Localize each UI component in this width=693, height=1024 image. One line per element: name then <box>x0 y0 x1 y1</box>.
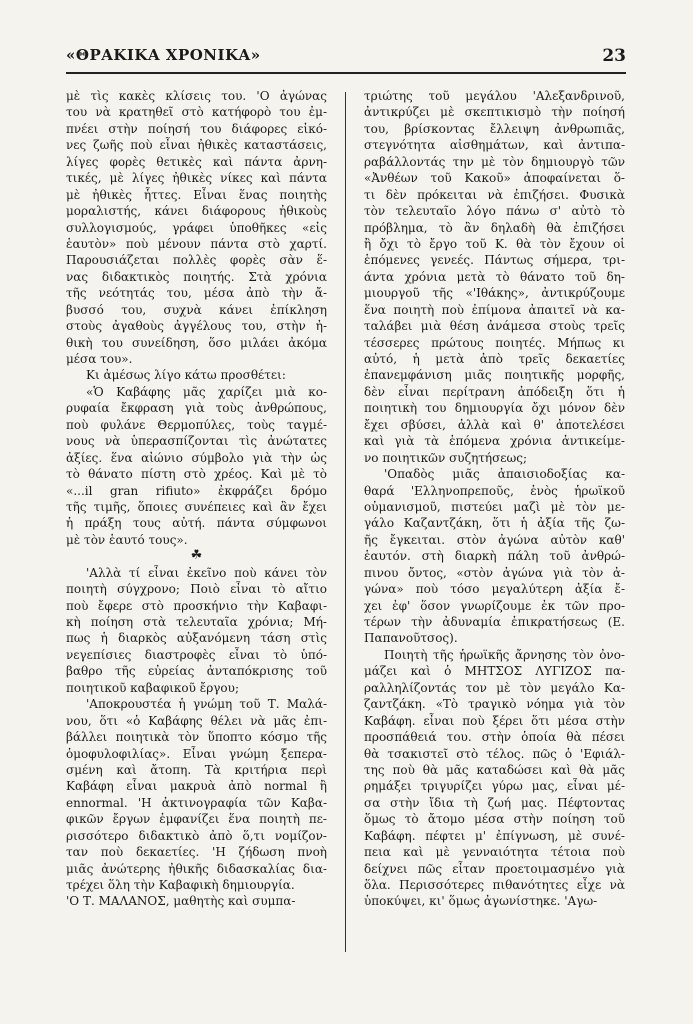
text-line: γάλο Καζαντζάκη, ὅτι ἡ ἀξία τῆς ζω- <box>364 516 625 531</box>
text-line: τριώτης τοῦ μεγάλου 'Αλεξανδρινοῦ, <box>364 89 625 103</box>
text-line: ἢ ὄχι τὸ ἔργο τοῦ Κ. θὰ τὸν ἔχουν οἱ <box>364 236 625 251</box>
text-line: Παπανοῦτσος). <box>364 631 458 646</box>
text-line: τέσσερες πρώτους ποιητές. Μήπως κι <box>364 335 625 350</box>
text-line: ρημάξει τριγυρίζει γύρω μας, εἶναι μέ- <box>364 779 625 794</box>
text-line: νους νὰ ὑπερασπίζονται τὶς ἀνώτατες <box>66 434 327 449</box>
text-line: μάζει καὶ ὁ ΜΗΤΣΟΣ ΛΥΓΙΖΟΣ πα- <box>364 664 625 679</box>
text-line: ποιητικοῦ καβαφικοῦ ἔργου; <box>66 680 239 695</box>
text-line: δείχνει πῶς εἶταν προετοιμασμένο γιὰ <box>364 861 625 876</box>
text-line: ραλληλίζοντάς τον μὲ τὸν μεγάλο Κα- <box>364 680 625 695</box>
right-text-column <box>364 88 625 910</box>
text-line: ταλάβει μιὰ θέση ἀνάμεσα στοὺς τρεῖς <box>364 319 625 334</box>
text-line: θὰ τσακιστεῖ στὸ τέλος. πῶς ὁ 'Εφιάλ- <box>364 746 625 761</box>
text-line: ὅλα. Περισσότερες πιθανότητες εἶχε νὰ <box>364 878 625 892</box>
text-line: μέσα του». <box>66 352 133 366</box>
text-line: ἡ πράξη τους αὐτή. πάντα σύμφωνοι <box>66 516 327 531</box>
text-line: συλλογισμούς, γράφει ὑποθῆκες «εἰς <box>66 220 327 235</box>
text-line: τῆς νεότητάς του, μέσα ἀπὸ τὴν ἄ- <box>66 286 327 301</box>
text-line: ῆς ἔγκειται. στὸν ἀγώνα αὐτὸν καθ' <box>364 532 625 547</box>
text-line: ὑποκύψει, κι' ὅμως ἀγωνίστηκε. 'Αγω- <box>364 894 598 909</box>
text-line: Καβάφη εἶναι μακρυὰ ἀπὸ normal ἢ <box>66 779 327 794</box>
journal-title: «ΘΡΑΚΙΚΑ ΧΡΟΝΙΚΑ» <box>66 46 261 64</box>
text-line: στοὺς ἀγαθοὺς ἀγγέλους του, στὴν ἠ- <box>66 319 327 334</box>
text-line: Ποιητὴ τῆς ἡρωϊκῆς ἄρνησης τὸν ὀνο- <box>384 647 625 662</box>
running-header <box>66 46 626 72</box>
text-line: βαθρο τῆς εὐρείας ἀνταπόκρισης τοῦ <box>66 664 327 679</box>
text-line: Κι ἀμέσως λίγο κάτω προσθέτει: <box>86 368 286 383</box>
text-line: ἕνα ποιητὴ ποὺ ἐπίμονα ἀπαιτεῖ νὰ κα- <box>364 302 625 317</box>
text-line: νεγεπίσιες διαστροφὲς εἶναι τὸ ὑπό- <box>66 647 327 662</box>
text-line: τὸν τελευταῖο λόγο πάνω σ' αὐτὸ τὸ <box>364 204 625 219</box>
text-line: ταν ποὺ δεκαετίες. 'Η ζήδωση πνοὴ <box>66 845 327 860</box>
text-line: ἑπόμενες γενεές. Πάντως σήμερα, τρι- <box>364 253 625 268</box>
text-line: μοραλιστής, κάνει διάφορους ἠθικοὺς <box>66 204 327 219</box>
text-line: σμένη καὶ ἄτοπη. Τὰ κριτήρια περὶ <box>66 762 327 777</box>
text-line: αὐτό, ἡ μετὰ ἀπὸ τρεῖς δεκαετίες <box>364 352 625 366</box>
text-line: 'Αποκρουστέα ἡ γνώμη τοῦ Τ. Μαλά- <box>86 697 327 712</box>
text-line: ποιητὴ σύγχρονο; Ποιὸ εἶναι τὸ αἴτιο <box>66 582 327 597</box>
text-line: τικές, μὲ λίγες ἠθικὲς νίκες καὶ πάντα <box>66 171 327 186</box>
text-line: ἑαυτόν. στὴ διαρκὴ πάλη τοῦ ἀνθρώ- <box>364 549 625 564</box>
text-line: χει ἐφ' ὅσον γνωρίζουμε ἐκ τῶν προ- <box>364 598 625 613</box>
text-line: γώνα» ποὺ τόσο μεγαλύτερη ἀξία ἔ- <box>364 582 625 597</box>
text-line: Καβάφη. πέφτει μ' ἐπίγνωση, μὲ συνέ- <box>364 828 625 843</box>
text-line: «Ἀνθέων τοῦ Κακοῦ» ἀποφαίνεται ὅ- <box>364 171 625 186</box>
text-line: θαρά 'Ελληνοπρεποῦς, ἑνὸς ἡρωϊκοῦ <box>364 483 625 498</box>
text-line: τρέχει ὅλη τὴν Καβαφικὴ δημιουργία. <box>66 878 295 892</box>
text-line: ἐπανεμφάνιση μιᾶς ποιητικῆς μορφῆς, <box>364 368 625 383</box>
text-line: ζαντζάκη. «Τὸ τραγικὸ νόημα γιὰ τὸν <box>364 697 625 712</box>
text-line: πινου ὄντος, «στὸν ἀγώνα γιὰ τὸν ἀ- <box>364 565 625 580</box>
text-line: θικὴ του συνείδηση, ὅσο μιλάει ἀκόμα <box>66 335 327 350</box>
text-line: πνέει στὴν ποίησή του διάφορες εἰκό- <box>66 121 327 136</box>
text-line: της ποὺ θὰ μᾶς καταδώσει καὶ θὰ μᾶς <box>364 762 625 777</box>
text-line: τῆς τιμῆς, ὅποιες συνέπειες καὶ ἂν ἔχει <box>66 499 327 514</box>
text-line: ποὺ ἔφερε στὸ προσκήνιο τὴν Καβαφι- <box>66 598 327 613</box>
column-divider <box>345 92 346 952</box>
text-line: «Ὁ Καβάφης μᾶς χαρίζει μιὰ κο- <box>86 384 327 399</box>
text-line: λίγες φορὲς θετικὲς καὶ πάντα ἀρνη- <box>66 154 327 169</box>
text-line: δὲν εἶναι περίτρανη ἀπόδειξη ὅτι ἡ <box>364 384 625 399</box>
text-line: ἔχει σβύσει, ἀλλὰ καὶ θ' ἀποτελέσει <box>364 417 625 432</box>
text-line: καὶ γιὰ τὰ ἑπόμενα χρόνια ἀντικείμε- <box>364 434 625 449</box>
text-line: στεγνότητα αἰσθημάτων, καὶ ἀντιπα- <box>364 138 625 153</box>
text-line: ρισσότερο διδακτικὸ ἀπὸ ὅ,τι νομίζον- <box>66 828 327 843</box>
text-line: 'Ο Τ. ΜΑΛΑΝΟΣ, μαθητὴς καὶ συμπα- <box>66 894 296 909</box>
text-line: ἀντικρύζει μὲ σκεπτικισμὸ τὴν ποίησή <box>364 105 625 120</box>
text-line: νου, ὅτι «ὁ Καβάφης θέλει νὰ μᾶς ἐπι- <box>66 713 327 728</box>
text-line: ὅμως τὸ ἄτομο μέσα στὴν ποίηση τοῦ <box>364 812 625 827</box>
text-line: 'Αλλὰ τί εἶναι ἐκεῖνο ποὺ κάνει τὸν <box>86 565 327 580</box>
text-line: ὁμοφυλοφιλίας». Εἶναι γνώμη ξεπερα- <box>66 746 327 761</box>
left-text-column <box>66 88 327 910</box>
text-line: Καβάφη. εἶναι ποὺ ξέρει ὅτι μέσα στὴν <box>364 713 625 728</box>
text-line: μὲ τὶς κακὲς κλίσεις του. 'Ο ἀγώνας <box>66 89 327 103</box>
header-rule <box>66 72 626 74</box>
text-line: τέρων τὴν ἀδυναμία ἐπικρατήσεως (Ε. <box>364 615 625 629</box>
text-line: ποὺ φυλάνε Θερμοπύλες, τοὺς ταγμέ- <box>66 417 327 432</box>
text-line: 'Οπαδὸς μιᾶς ἀπαισιοδοξίας κα- <box>384 467 625 482</box>
text-line: πεια καὶ μὲ γενναιότητα τέτοια ποὺ <box>364 845 625 860</box>
text-line: μιουργοῦ τῆς «'Ιθάκης», ἀντικρύζουμε <box>364 286 625 301</box>
text-line: μιᾶς ἀνώτερης ἠθικῆς διδασκαλίας δια- <box>66 861 327 876</box>
page-number: 23 <box>602 46 626 66</box>
text-line: μὲ τὸν ἑαυτό τους». <box>66 532 188 547</box>
text-line: πως ἡ διαρκὸς αὐξανόμενη τάση στὶς <box>66 631 327 646</box>
text-line: κὴ ποίηση στὰ τελευταῖα χρόνια; Μή- <box>66 615 327 629</box>
text-line: νας διδακτικὸς ποιητής. Στὰ χρόνια <box>66 269 327 284</box>
text-line: μὲ ἠθικὲς ἧττες. Εἶναι ἕνας ποιητὴς <box>66 187 327 202</box>
text-line: τὸ θάνατο πίστη στὸ χρέος. Καὶ μὲ τὸ <box>66 467 327 482</box>
text-line: του, βρίσκοντας ἔλλειψη ἀνθρωπιᾶς, <box>364 121 625 136</box>
section-ornament: ☘ <box>190 548 203 564</box>
text-line: «...il gran rifiuto» ἐκφράζει δρόμο <box>66 483 327 498</box>
text-line: πρόβλημα, τὸ ἂν δηλαδὴ θὰ ἐπιζήσει <box>364 220 625 235</box>
text-line: οὐμανισμοῦ, πιστεύει μαζὶ μὲ τὸν με- <box>364 499 625 514</box>
text-line: ραβάλλοντάς την μὲ τὸν δημιουργὸ τῶν <box>364 154 625 169</box>
text-line: νες ζωῆς ποὺ εἶναι ἠθικὲς καταστάσεις, <box>66 138 327 153</box>
text-line: προσπάθειά του. στὴν ὁποία θὰ πέσει <box>364 730 625 745</box>
text-line: άντα χρόνια μετὰ τὸ θάνατο τοῦ δη- <box>364 269 625 284</box>
text-line: του νὰ κρατηθεῖ στὸ κατήφορὸ του ἐμ- <box>66 105 327 120</box>
text-line: σα στὴν ἴδια τὴ ζωή μας. Πέφτοντας <box>364 795 625 810</box>
text-line: ρυφαία ἔκφραση γιὰ τοὺς ἀνθρώπους, <box>66 401 327 416</box>
text-line: νο ποιητικῶν συζητήσεως; <box>364 450 528 465</box>
text-line: ennormal. 'Η ἀκτινογραφία τῶν Καβα- <box>66 795 327 810</box>
text-line: ἀξίες. ἕνα αἰώνιο σύμβολο γιὰ τὴν ὡς <box>66 450 327 465</box>
text-line: φικῶν ἔργων ἐμφανίζει ἕνα ποιητὴ πε- <box>66 812 327 827</box>
text-line: βάλλει ποιητικὰ τὸν ὕποπτο κόσμο τῆς <box>66 730 327 745</box>
text-line: ἑαυτὸν» ποὺ μένουν πάντα στὸ χαρτί. <box>66 236 327 251</box>
text-line: βυσσό του, συχνὰ κάνει ἐπίκληση <box>66 302 327 317</box>
text-line: τι δὲν πρόκειται νὰ ἐπιζήσει. Φυσικὰ <box>364 187 625 202</box>
text-line: ποιητικὴ του δημιουργία ὄχι μόνον δὲν <box>364 401 625 416</box>
text-line: Παρουσιάζεται πολλὲς φορὲς σὰν ἕ- <box>66 253 327 268</box>
